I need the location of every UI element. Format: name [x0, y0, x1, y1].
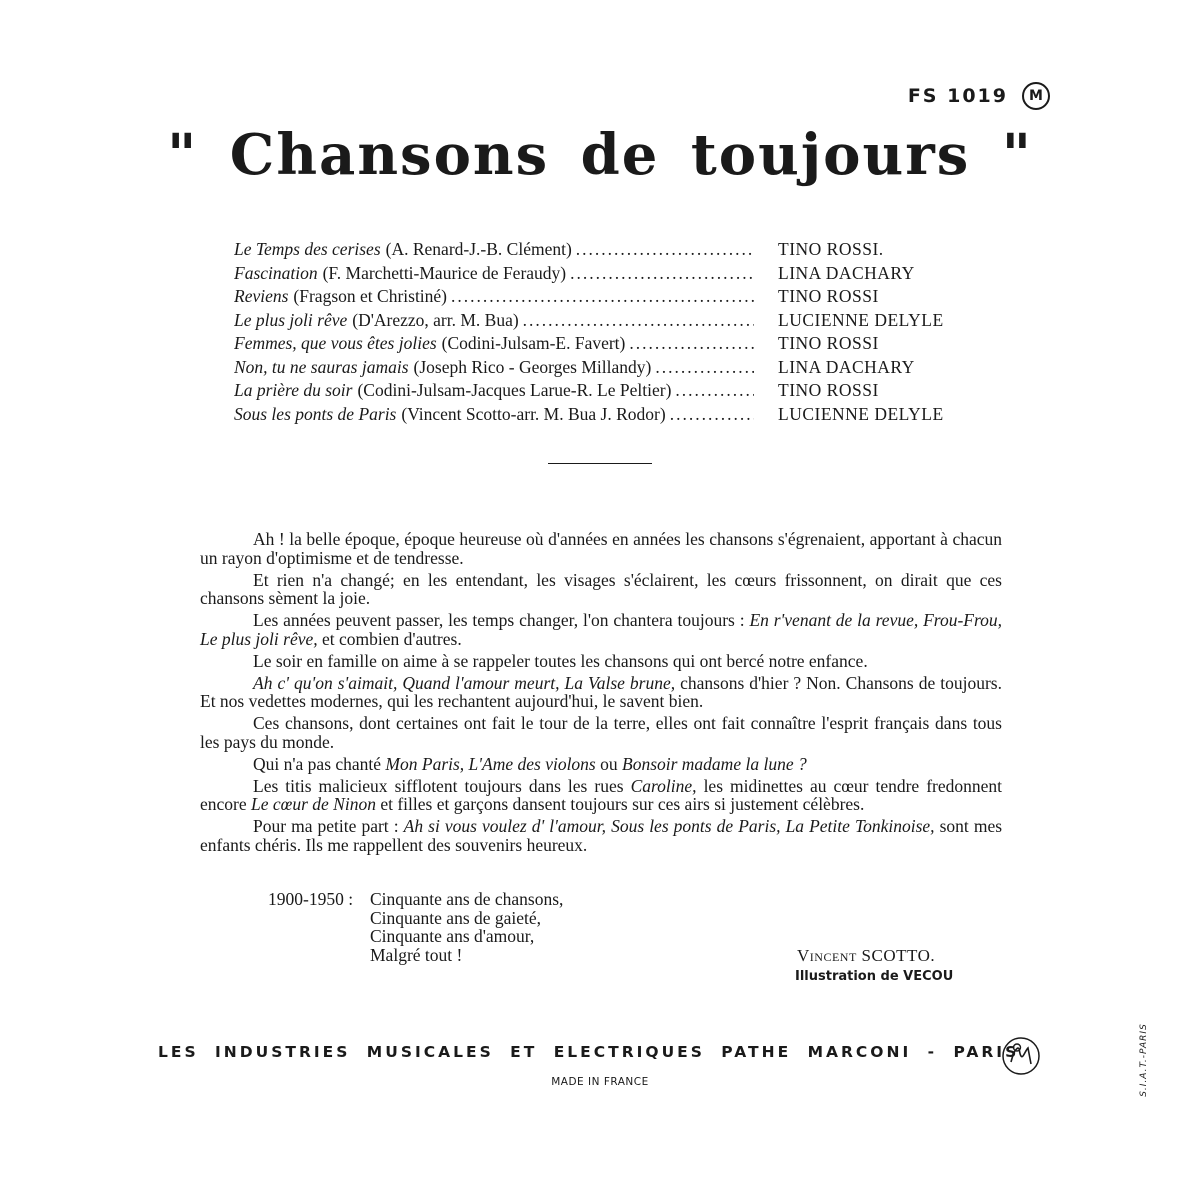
- paragraph: [200, 755, 1002, 774]
- paragraph: Ces chansons, dont certaines ont fait le tour de la terre, elles ont fait connaître l'esprit français dans tous les pays du monde.: [200, 713, 1002, 752]
- track-artist: LUCIENNE DELYLE: [778, 309, 944, 330]
- leader-dots: [655, 356, 754, 380]
- track-title: Le plus joli rêve: [234, 309, 348, 330]
- leader-dots: [675, 379, 754, 403]
- track-artist: LINA DACHARY: [778, 356, 915, 377]
- paragraph-text: les midinettes au cœur tendre fredonnent encore: [200, 775, 1003, 814]
- track-title: Le Temps des cerises: [234, 239, 381, 259]
- track-artist: TINO ROSSI: [778, 286, 879, 306]
- song-titles: Ah c' qu'on s'aimait, Quand l'amour meurt, La Valse brune,: [253, 672, 676, 693]
- leader-dots: [570, 262, 754, 286]
- track-row: [234, 262, 994, 286]
- paragraph-text: Les titis malicieux sifflotent toujours dans les rues: [253, 775, 624, 796]
- song-titles: Bonsoir madame la lune ?: [622, 753, 807, 774]
- illustration-credit: Illustration de VECOU: [795, 969, 954, 984]
- song-titles: Mon Paris, L'Ame des violons: [385, 753, 596, 774]
- paragraph-text: chansons d'hier ? Non. Chansons de toujours. Et nos vedettes modernes, qui les rechantent aujourd'hui, le savent bien.: [200, 672, 1002, 711]
- leader-dots: [451, 285, 754, 309]
- paragraph-text: ou: [600, 753, 618, 774]
- paragraph-text: sont mes enfants chéris. Ils me rappellent des souvenirs heureux.: [200, 816, 1003, 855]
- signature-last-name: SCOTTO.: [861, 946, 936, 965]
- signature: [797, 946, 935, 966]
- track-row: [234, 285, 994, 309]
- track-title: Reviens: [234, 286, 289, 306]
- track-credits: (Codini-Julsam-Jacques Larue-R. Le Peltier): [357, 380, 672, 400]
- paragraph-text: Pour ma petite part :: [253, 816, 399, 836]
- leader-dots: [523, 309, 754, 333]
- verse-line: Cinquante ans de gaieté,: [370, 907, 542, 928]
- track-credits: (Codini-Julsam-E. Favert): [441, 333, 626, 353]
- track-credits: (Vincent Scotto-arr. M. Bua J. Rodor): [401, 403, 666, 424]
- leader-dots: [629, 332, 754, 356]
- printer-mark-text: S.I.A.T.-PARIS: [1139, 1023, 1149, 1097]
- song-titles: Le cœur de Ninon: [251, 794, 376, 814]
- paragraph-text: et filles et garçons dansent toujours sur ces airs si justement célèbres.: [380, 794, 865, 814]
- track-artist: TINO ROSSI.: [778, 239, 884, 259]
- track-title: La prière du soir: [234, 380, 353, 400]
- track-row: [234, 238, 994, 262]
- company-footer: LES INDUSTRIES MUSICALES ET ELECTRIQUES PATHE MARCONI - PARIS: [158, 1043, 1020, 1061]
- liner-notes: [200, 530, 1002, 858]
- track-credits: (Joseph Rico - Georges Millandy): [413, 356, 652, 377]
- dates-verse: [268, 890, 563, 964]
- leader-dots: [576, 238, 754, 262]
- leader-dots: [670, 403, 754, 427]
- track-row: [234, 379, 994, 403]
- printer-mark: [1135, 1005, 1153, 1115]
- song-titles: En r'venant de la revue, Frou-Frou, Le plus joli rêve,: [200, 610, 1002, 649]
- verse-line: Malgré tout !: [370, 944, 463, 965]
- m-logo-icon: [1022, 82, 1050, 110]
- pathe-marconi-logo-icon: [1001, 1036, 1041, 1076]
- track-artist: TINO ROSSI: [778, 333, 879, 353]
- catalog-number: [908, 82, 1050, 110]
- years-label: 1900-1950 :: [268, 889, 354, 909]
- track-credits: (Fragson et Christiné): [293, 286, 448, 306]
- track-artist: LINA DACHARY: [778, 262, 915, 283]
- track-title: Femmes, que vous êtes jolies: [234, 333, 437, 353]
- paragraph: [200, 611, 1002, 648]
- track-row: [234, 356, 994, 380]
- track-row: [234, 332, 994, 356]
- track-list: [234, 238, 994, 426]
- paragraph-text: Les années peuvent passer, les temps changer, l'on chantera toujours :: [253, 610, 745, 630]
- track-credits: (D'Arezzo, arr. M. Bua): [352, 309, 519, 330]
- paragraph: [200, 817, 1002, 854]
- track-title: Sous les ponts de Paris: [234, 403, 397, 424]
- album-title: " Chansons de toujours ": [167, 122, 1033, 188]
- song-titles: Ah si vous voulez d' l'amour, Sous les ponts de Paris, La Petite Tonkinoise,: [403, 816, 935, 836]
- track-artist: LUCIENNE DELYLE: [778, 403, 944, 424]
- catalog-number-text: FS 1019: [907, 85, 1008, 107]
- divider: [548, 463, 652, 464]
- paragraph-text: et combien d'autres.: [322, 628, 462, 649]
- track-credits: (F. Marchetti-Maurice de Feraudy): [322, 262, 567, 283]
- track-row: [234, 309, 994, 333]
- signature-first-name: Vincent: [797, 946, 857, 965]
- verse-lines: [370, 890, 563, 964]
- verse-line: Cinquante ans de chansons,: [370, 889, 564, 909]
- track-artist: TINO ROSSI: [778, 380, 879, 400]
- song-titles: Caroline,: [630, 775, 697, 796]
- made-in-label: MADE IN FRANCE: [551, 1076, 649, 1088]
- paragraph: Le soir en famille on aime à se rappeler toutes les chansons qui ont bercé notre enfance.: [253, 650, 868, 671]
- track-title: Fascination: [234, 262, 318, 283]
- paragraph-text: Qui n'a pas chanté: [253, 753, 382, 774]
- paragraph: Ah ! la belle époque, époque heureuse où d'années en années les chansons s'égrenaient, apportant à chacun un rayon d'optimisme et de tendresse.: [200, 529, 1002, 568]
- track-row: [234, 403, 994, 427]
- verse-line: Cinquante ans d'amour,: [370, 926, 535, 946]
- paragraph: [200, 674, 1002, 711]
- track-credits: (A. Renard-J.-B. Clément): [385, 239, 572, 259]
- paragraph: Et rien n'a changé; en les entendant, les visages s'éclairent, les cœurs frissonnent, on dirait que ces chansons sèment la joie.: [200, 569, 1002, 608]
- m-logo-letter: M: [1029, 88, 1043, 104]
- paragraph: [200, 777, 1002, 814]
- track-title: Non, tu ne sauras jamais: [234, 356, 409, 377]
